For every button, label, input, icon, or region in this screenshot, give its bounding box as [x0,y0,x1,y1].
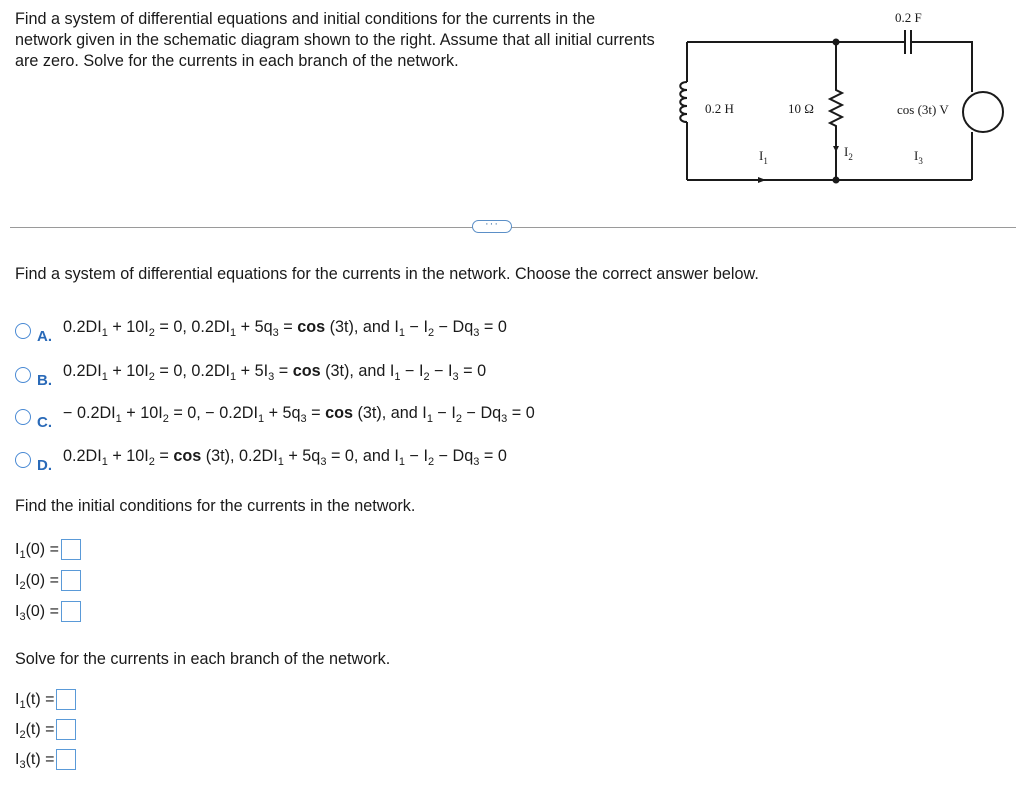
initial-condition-i2-label: $I_2(0)$ = [15,571,59,592]
option-d-letter: D. [37,456,52,474]
equation-segment: 1 [101,455,108,468]
equation-segment: 0.2DI [63,446,102,465]
equation-segment: − I [405,317,428,336]
equation-segment: 1 [230,326,237,339]
junction-top [833,39,840,46]
equation-segment: 2 [427,326,435,339]
initial-condition-i1-label: $I_1(0)$ = [15,540,59,561]
inductor-label: 0.2 H [705,101,734,116]
equation-segment: = 0 [507,403,535,422]
equation-segment: 3 [320,455,327,468]
initial-condition-i2-input[interactable] [61,570,81,591]
top-wire-right [915,42,972,92]
equation-segment: 1 [101,326,108,339]
initial-condition-i1-row [15,539,81,560]
arrow-i2 [833,146,839,152]
option-c-letter: C. [37,413,52,431]
equation-segment: 3 [473,455,480,468]
problem-statement: Find a system of differential equations and initial conditions for the currents in the network given in the schematic diagram shown to the right. Assume that all initial currents are zero. Solve for the currents in each branch of the network. [15,10,655,70]
section-divider [10,227,1016,228]
equation-segment: 2 [427,455,435,468]
equation-segment: 1 [230,370,237,383]
equation-segment: − Dq [434,446,474,465]
solution-i3-row [15,749,76,770]
voltage-source [963,92,1003,132]
equation-segment: 0.2DI [63,361,102,380]
resistor-label: 10 Ω [788,101,814,116]
equation-segment: − 0.2DI [63,403,116,422]
current-label-i3: $I_3$ [914,148,923,166]
radio-option-a[interactable] [15,323,31,339]
equation-segment: 1 [257,412,265,425]
equation-segment: 1 [394,370,401,383]
equation-segment: = 0 [479,446,507,465]
equation-segment: − I [405,446,428,465]
equation-segment: − Dq [462,403,502,422]
initial-condition-i2-row [15,570,81,591]
solution-i1-row [15,689,76,710]
initial-condition-i3-input[interactable] [61,601,81,622]
equation-segment: (3t), and I [325,317,399,336]
expand-more-button[interactable]: ··· [472,220,512,233]
option-d[interactable] [15,448,507,472]
equation-segment: cos [173,446,202,465]
equation-segment: 0.2DI [63,317,102,336]
equation-segment: (3t), and I [353,403,427,422]
equation-segment: − I [400,361,424,380]
capacitor-label: 0.2 F [895,10,922,25]
equation-segment: + 5I [236,361,269,380]
resistor-zigzag [830,42,842,180]
equation-segment: 3 [473,326,480,339]
equation-segment: − I [432,403,456,422]
equation-segment: = 0 [458,361,487,380]
option-b-equation [63,362,486,381]
equation-segment: 2 [148,370,155,383]
equation-segment: 1 [426,412,433,425]
solution-i2-label: $I_2(t)$ = [15,720,55,741]
equation-segment: = [306,403,326,422]
equation-segment: 3 [501,412,508,425]
equation-segment: = [274,361,293,380]
initial-condition-i3-label: $I_3(0)$ = [15,602,59,623]
radio-option-c[interactable] [15,409,31,425]
equation-segment: cos [292,361,321,380]
option-a-letter: A. [37,327,52,345]
equation-segment: = 0 [479,317,507,336]
circuit-diagram [670,0,1024,200]
equation-segment: (3t), and I [320,361,395,380]
equation-segment: 1 [277,455,284,468]
inductor-coil [680,82,687,122]
solution-i1-input[interactable] [56,689,76,710]
option-b-letter: B. [37,371,52,389]
solution-i2-input[interactable] [56,719,76,740]
equation-segment: − I [429,361,453,380]
equation-segment: 2 [162,412,169,425]
equation-segment: + 5q [236,317,273,336]
option-d-equation [63,447,507,466]
current-label-i1: $I_1$ [759,148,768,166]
equation-segment: + 5q [264,403,301,422]
equation-segment: = 0, 0.2DI [154,317,231,336]
option-c-equation [63,404,535,423]
equation-segment: 2 [423,370,430,383]
equation-segment: + 10I [121,403,163,422]
question-differential-equations: Find a system of differential equations for the currents in the network. Choose the correct answer below. [15,265,759,283]
equation-segment: 1 [101,370,108,383]
source-label: cos (3t) V [897,102,949,117]
arrow-i1 [758,177,766,183]
equation-segment: 2 [148,326,155,339]
question-solve-currents: Solve for the currents in each branch of the network. [15,650,391,668]
radio-option-d[interactable] [15,452,31,468]
equation-segment: 3 [300,412,307,425]
equation-segment: 1 [398,455,406,468]
equation-segment: + 5q [283,446,321,465]
equation-segment: 3 [268,370,275,383]
equation-segment: 1 [398,326,406,339]
option-a-equation [63,318,507,337]
equation-segment: cos [325,403,354,422]
option-c[interactable] [15,405,535,429]
equation-segment: = 0, 0.2DI [154,361,231,380]
initial-condition-i1-input[interactable] [61,539,81,560]
radio-option-b[interactable] [15,367,31,383]
equation-segment: cos [297,317,326,336]
equation-segment: − Dq [434,317,474,336]
initial-condition-i3-row [15,601,81,622]
equation-segment: + 10I [107,446,149,465]
equation-segment: + 10I [107,317,149,336]
current-label-i2: $I_2$ [844,144,853,162]
solution-i2-row [15,719,76,740]
option-b[interactable] [15,363,486,387]
question-initial-conditions: Find the initial conditions for the currents in the network. [15,497,416,515]
solution-i3-label: $I_3(t)$ = [15,750,55,771]
equation-segment: 3 [272,326,279,339]
equation-segment: 1 [115,412,122,425]
equation-segment: (3t), 0.2DI [201,446,278,465]
option-a[interactable] [15,319,507,343]
equation-segment: 2 [148,455,155,468]
equation-segment: 2 [455,412,463,425]
solution-i3-input[interactable] [56,749,76,770]
equation-segment: + 10I [107,361,149,380]
junction-bottom [833,177,840,184]
equation-segment: = 0, − 0.2DI [168,403,258,422]
equation-segment: = [278,317,298,336]
equation-segment: = 0, and I [326,446,399,465]
equation-segment: = [154,446,174,465]
equation-segment: 3 [452,370,459,383]
solution-i1-label: $I_1(t)$ = [15,690,55,711]
